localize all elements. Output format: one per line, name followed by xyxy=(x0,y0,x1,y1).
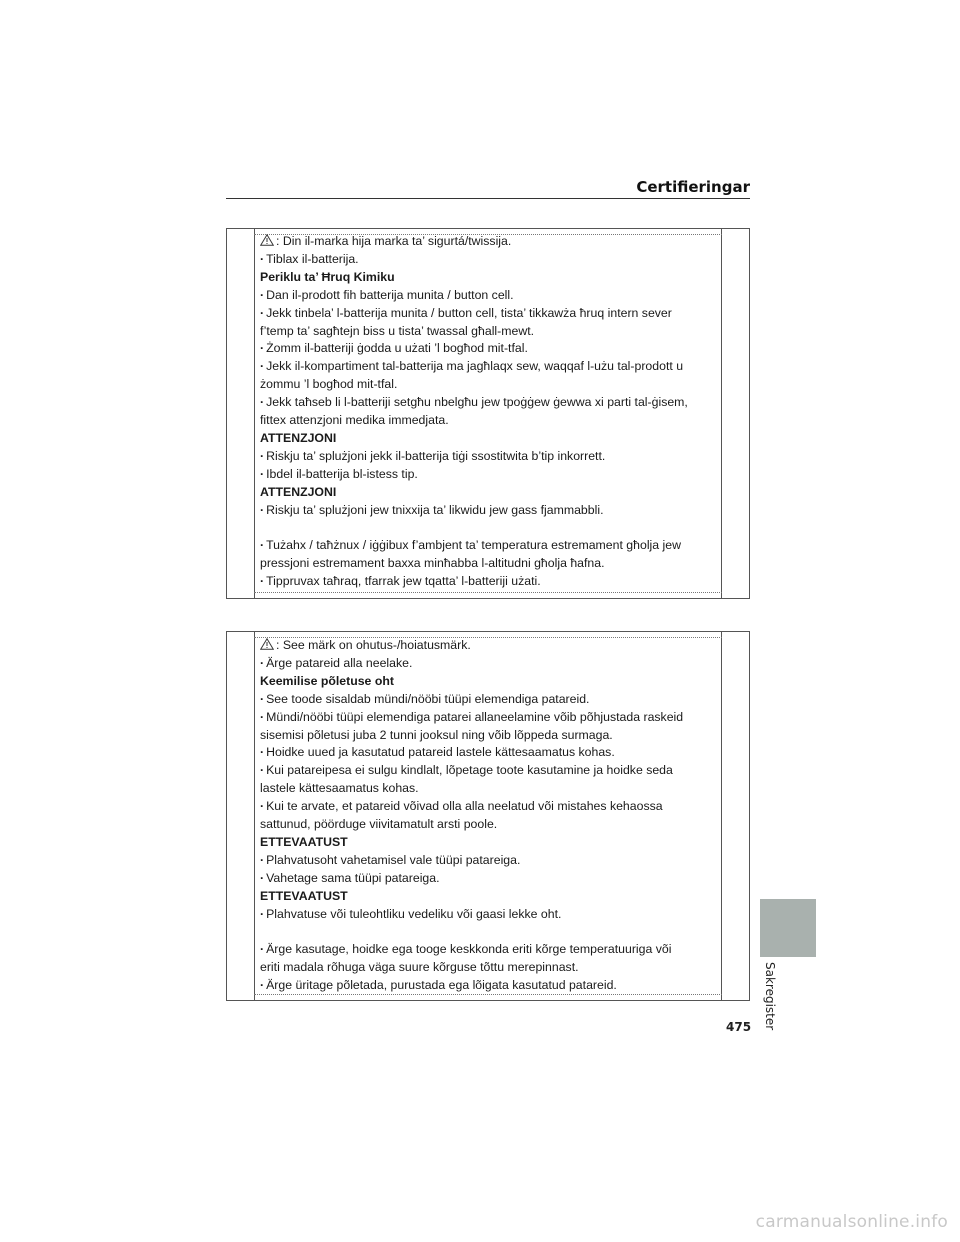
text-line-content: ETTEVAATUST xyxy=(260,888,348,903)
text-line xyxy=(260,340,719,358)
blank-line xyxy=(260,924,719,942)
text-line-content: Keemilise põletuse oht xyxy=(260,673,394,688)
text-line-content: Tiblax il-batterija. xyxy=(266,251,359,266)
text-line xyxy=(260,637,719,655)
text-line-content: ETTEVAATUST xyxy=(260,834,348,849)
text-line-content: Kui te arvate, et patareid võivad olla alla neelatud või mistahes kehaossa xyxy=(266,799,663,814)
text-line xyxy=(260,906,719,924)
text-line xyxy=(260,323,719,341)
text-line xyxy=(260,466,719,484)
text-line-content: lastele kättesaamatus kohas. xyxy=(260,781,419,796)
index-tab xyxy=(760,899,816,957)
text-line xyxy=(260,394,719,412)
text-line-content: sattunud, pöörduge viivitamatult arsti poole. xyxy=(260,817,498,832)
text-line xyxy=(260,816,719,834)
text-line xyxy=(260,573,719,591)
warning-heading xyxy=(260,888,719,906)
estonian-warning-text xyxy=(260,632,719,995)
text-line-content: pressjoni estremament baxxa minħabba l-altitudni għolja ħafna. xyxy=(260,556,605,571)
text-line-content: Ärge kasutage, hoidke ega tooge keskkonda eriti kõrge temperatuuriga või xyxy=(266,942,672,957)
text-line-content: f’temp ta’ sagħtejn biss u tista’ twassal għall-mewt. xyxy=(260,323,535,338)
text-line-content: : See märk on ohutus-/hoiatusmärk. xyxy=(276,638,471,652)
text-line-content: żommu ’l bogħod mit-tfal. xyxy=(260,377,398,392)
text-line xyxy=(260,448,719,466)
text-line-content: Kui patareipesa ei sulgu kindlalt, lõpetage toote kasutamine ja hoidke seda xyxy=(266,763,673,778)
estonian-warning-box xyxy=(226,631,750,1001)
warning-heading xyxy=(260,834,719,852)
index-tab-label: Sakregister xyxy=(763,962,777,1031)
text-line-content: Dan il-prodott fih batterija munita / button cell. xyxy=(266,287,514,302)
box-dotted-bottom xyxy=(254,592,722,593)
text-line-content: Ibdel il-batterija bl-istess tip. xyxy=(266,466,418,481)
text-line-content: See toode sisaldab mündi/nööbi tüüpi elemendiga patareid. xyxy=(266,691,590,706)
text-line-content: Plahvatuse või tuleohtliku vedeliku või gaasi lekke oht. xyxy=(266,906,562,921)
text-line-content: ATTENZJONI xyxy=(260,484,337,499)
text-line-content: Ärge patareid alla neelake. xyxy=(266,655,413,670)
warning-heading xyxy=(260,484,719,502)
text-line-content: ATTENZJONI xyxy=(260,430,337,445)
text-line xyxy=(260,412,719,430)
text-line-content: Riskju ta’ splużjoni jew tnixxija ta’ likwidu jew gass fjammabbli. xyxy=(266,502,604,517)
warning-heading xyxy=(260,269,719,287)
text-line xyxy=(260,941,719,959)
header-rule xyxy=(226,198,750,199)
text-line xyxy=(260,691,719,709)
warning-triangle-icon xyxy=(260,638,274,650)
text-line xyxy=(260,870,719,888)
text-line xyxy=(260,744,719,762)
text-line xyxy=(260,798,719,816)
text-line-content: fittex attenzjoni medika immedjata. xyxy=(260,413,449,428)
maltese-warning-text xyxy=(260,229,719,591)
text-line xyxy=(260,959,719,977)
text-line xyxy=(260,233,719,251)
section-title: Certifieringar xyxy=(636,178,750,196)
text-line xyxy=(260,358,719,376)
text-line xyxy=(260,727,719,745)
maltese-warning-box xyxy=(226,228,750,599)
text-line-content: Jekk taħseb li l-batteriji setgħu nbelgħu jew tpoġġew ġewwa xi parti tal-ġisem, xyxy=(266,395,688,410)
warning-heading xyxy=(260,430,719,448)
text-line xyxy=(260,555,719,573)
blank-line xyxy=(260,520,719,538)
text-line xyxy=(260,287,719,305)
text-line xyxy=(260,852,719,870)
text-line-content: Plahvatusoht vahetamisel vale tüüpi patareiga. xyxy=(266,852,521,867)
text-line xyxy=(260,709,719,727)
warning-heading xyxy=(260,673,719,691)
text-line-content: Tippruvax taħraq, tfarrak jew tqatta’ l-batteriji użati. xyxy=(266,574,541,589)
text-line xyxy=(260,655,719,673)
text-line xyxy=(260,762,719,780)
text-line-content: eriti madala rõhuga väga suure kõrguse tõttu merepinnast. xyxy=(260,960,579,975)
text-line xyxy=(260,780,719,798)
text-line-content: Tużahx / taħżnux / iġġibux f’ambjent ta’ temperatura estremament għolja jew xyxy=(266,538,681,553)
text-line-content: Mündi/nööbi tüüpi elemendiga patarei allaneelamine võib põhjustada raskeid xyxy=(266,709,684,724)
text-line-content: Hoidke uued ja kasutatud patareid lastele kättesaamatus kohas. xyxy=(266,745,615,760)
text-line xyxy=(260,305,719,323)
text-line xyxy=(260,537,719,555)
text-line-content: : Din il-marka hija marka ta’ sigurtá/twissija. xyxy=(276,234,512,248)
text-line-content: Jekk tinbela’ l-batterija munita / button cell, tista’ tikkawża ħruq intern sever xyxy=(266,305,672,320)
text-line xyxy=(260,502,719,520)
page-number: 475 xyxy=(726,1020,752,1034)
text-line xyxy=(260,977,719,995)
text-line xyxy=(260,376,719,394)
text-line-content: Vahetage sama tüüpi patareiga. xyxy=(266,870,440,885)
text-line-content: Riskju ta’ splużjoni jekk il-batterija tiġi ssostitwita b’tip inkorrett. xyxy=(266,448,606,463)
text-line-content: sisemisi põletusi juba 2 tunni jooksul ning võib lõppeda surmaga. xyxy=(260,727,613,742)
text-line-content: Żomm il-batteriji ġodda u użati ’l bogħod mit-tfal. xyxy=(266,341,528,356)
watermark: carmanualsonline.info xyxy=(755,1212,948,1232)
text-line-content: Ärge üritage põletada, purustada ega lõigata kasutatud patareid. xyxy=(266,978,617,993)
text-line xyxy=(260,251,719,269)
text-line-content: Jekk il-kompartiment tal-batterija ma jagħlaqx sew, waqqaf l-użu tal-prodott u xyxy=(266,359,684,374)
text-line-content: Periklu ta’ Ħruq Kimiku xyxy=(260,269,395,284)
warning-triangle-icon xyxy=(260,234,274,246)
